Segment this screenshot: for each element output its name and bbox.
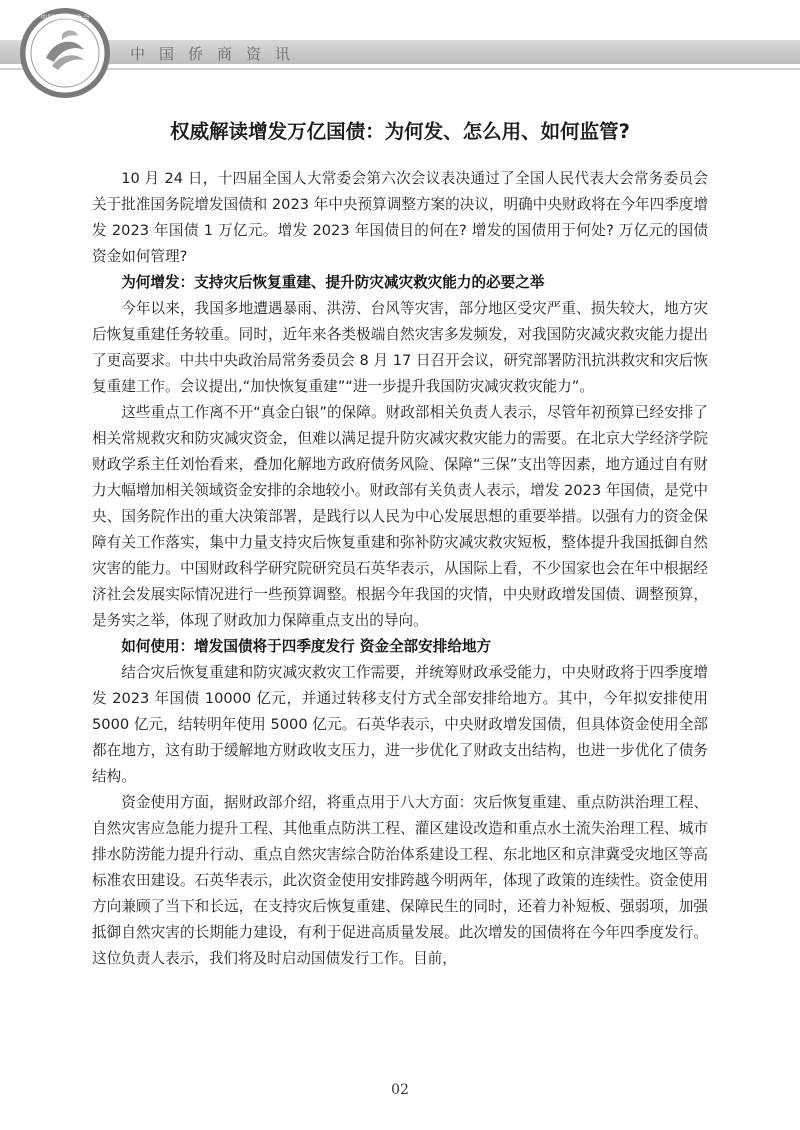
article-title: 权威解读增发万亿国债：为何发、怎么用、如何监管?: [170, 120, 630, 143]
paragraph: 结合灾后恢复重建和防灾减灾救灾工作需要，并统筹财政承受能力，中央财政将于四季度增发 2023 年国债 10000 亿元，并通过转移支付方式全部安排给地方。其中，今年拟安排使用 5000 亿元，结转明年使用 5000 亿元。石英华表示，中央财政增发国债，但具体资金使用全部都在地方，这有助于缓解地方财政收支压力，进一步优化了财政支出结构，也进一步优化了债务结构。: [92, 664, 708, 785]
page-number: 02: [391, 1082, 409, 1098]
article-body: [92, 166, 708, 972]
header-bar: [0, 40, 800, 64]
paragraph: 10 月 24 日，十四届全国人大常委会第六次会议表决通过了全国人民代表大会常务委员会关于批准国务院增发国债和 2023 年中央预算调整方案的决议，明确中央财政将在今年四季度增发 2023 年国债 1 万亿元。增发 2023 年国债目的何在? 增发的国债用于何处? 万亿元的国债资金如何管理?: [92, 170, 708, 265]
paragraph: 资金使用方面，据财政部介绍，将重点用于八大方面：灾后恢复重建、重点防洪治理工程、自然灾害应急能力提升工程、其他重点防洪工程、灌区建设改造和重点水土流失治理工程、城市排水防涝能力提升行动、重点自然灾害综合防治体系建设工程、东北地区和京津冀受灾地区等高标准农田建设。石英华表示，此次资金使用安排跨越今明两年，体现了政策的连续性。资金使用方向兼顾了当下和长远，在支持灾后恢复重建、保障民生的同时，还着力补短板、强弱项，加强抵御自然灾害的长期能力建设，有利于促进高质量发展。此次增发的国债将在今年四季度发行。这位负责人表示，我们将及时启动国债发行工作。目前，: [92, 794, 708, 967]
logo-icon: [18, 6, 112, 100]
logo-text: 中国侨商联合会: [40, 14, 90, 22]
paragraph: 今年以来，我国多地遭遇暴雨、洪涝、台风等灾害，部分地区受灾严重、损失较大，地方灾后恢复重建任务较重。同时，近年来各类极端自然灾害多发频发，对我国防灾减灾救灾能力提出了更高要求。中共中央政治局常务委员会 8 月 17 日召开会议，研究部署防汛抗洪救灾和灾后恢复重建工作。会议提出,“加快恢复重建”“进一步提升我国防灾减灾救灾能力”。: [92, 300, 708, 395]
section-heading: 为何增发：支持灾后恢复重建、提升防灾减灾救灾能力的必要之举: [121, 274, 545, 291]
section-heading: 如何使用：增发国债将于四季度发行 资金全部安排给地方: [121, 638, 492, 655]
header-title: 中国侨商资讯: [130, 45, 305, 63]
paragraph: 这些重点工作离不开“真金白银”的保障。财政部相关负责人表示，尽管年初预算已经安排了相关常规救灾和防灾减灾资金，但难以满足提升防灾减灾救灾能力的需要。在北京大学经济学院财政学系主任刘怡看来，叠加化解地方政府债务风险、保障“三保”支出等因素，地方通过自有财力大幅增加相关领域资金安排的余地较小。财政部有关负责人表示，增发 2023 年国债，是党中央、国务院作出的重大决策部署，是践行以人民为中心发展思想的重要举措。以强有力的资金保障有关工作落实，集中力量支持灾后恢复重建和弥补防灾减灾救灾短板，整体提升我国抵御自然灾害的能力。中国财政科学研究院研究员石英华表示，从国际上看，不少国家也会在年中根据经济社会发展实际情况进行一些预算调整。根据今年我国的灾情，中央财政增发国债、调整预算，是务实之举，体现了财政加力保障重点支出的导向。: [92, 404, 708, 629]
